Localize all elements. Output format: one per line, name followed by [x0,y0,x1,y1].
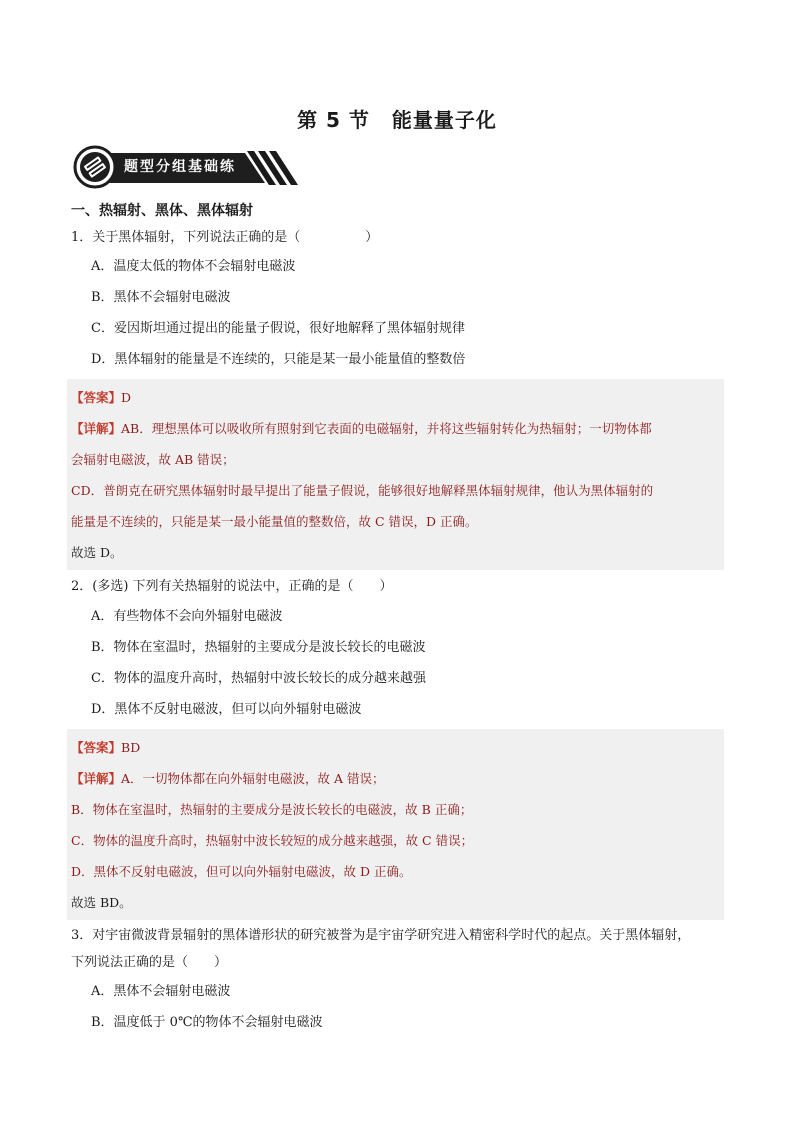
option-d: D．黑体不反射电磁波，但可以向外辐射电磁波 [91,702,362,717]
option-b: B．黑体不会辐射电磁波 [91,290,231,305]
question-2 [71,572,724,920]
page-title [0,104,794,133]
question-3 [71,922,724,1038]
detail-text: A．一切物体都在向外辐射电磁波，故 A 错误； [121,771,385,786]
detail-line: 能量是不连续的，只能是某一最小能量值的整数倍，故 C 错误，D 正确。 [71,514,478,529]
section-banner [73,145,298,189]
option-c: C．物体的温度升高时，热辐射中波长较长的成分越来越强 [91,671,426,686]
detail-line [71,413,720,444]
detail-line: D．黑体不反射电磁波，但可以向外辐射电磁波，故 D 正确。 [71,864,412,879]
detail-tag: 【详解】 [71,771,122,786]
answer-value: BD [121,740,141,755]
conclusion: 故选 D。 [71,545,123,560]
section-heading: 一、热辐射、黑体、黑体辐射 [71,203,253,219]
option-c: C．爱因斯坦通过提出的能量子假说，很好地解释了黑体辐射规律 [91,321,465,336]
answer-tag: 【答案】 [71,390,122,405]
detail-line: C．物体的温度升高时，热辐射中波长较短的成分越来越强，故 C 错误； [71,833,474,848]
detail-text: AB．理想黑体可以吸收所有照射到它表面的电磁辐射，并将这些辐射转化为热辐射；一切物体都 [121,421,652,436]
detail-line: 会辐射电磁波，故 AB 错误； [71,452,235,467]
answer-value: D [121,390,132,405]
question-stem: 1．关于黑体辐射，下列说法正确的是（ ） [71,230,379,245]
conclusion: 故选 BD。 [71,895,132,910]
question-stem-line-1: 3．对宇宙微波背景辐射的黑体谱形状的研究被誉为是宇宙学研究进入精密科学时代的起点。关于黑体辐射， [71,928,691,943]
option-a: A．温度太低的物体不会辐射电磁波 [91,259,296,274]
detail-line: B．物体在室温时，热辐射的主要成分是波长较长的电磁波，故 B 正确； [71,802,473,817]
detail-tag: 【详解】 [71,421,122,436]
answer-line [71,732,720,763]
banner-label: 题型分组基础练 [124,159,236,175]
title-topic: 能量量子化 [391,108,497,132]
question-1 [71,224,724,570]
option-d: D．黑体辐射的能量是不连续的，只能是某一最小能量值的整数倍 [91,352,466,367]
answer-block [67,379,724,570]
option-b: B．物体在室温时，热辐射的主要成分是波长较长的电磁波 [91,640,426,655]
question-stem-line-2: 下列说法正确的是（ ） [71,955,228,970]
detail-line [71,763,720,794]
option-b: B．温度低于 0℃的物体不会辐射电磁波 [91,1015,323,1030]
answer-block [67,729,724,920]
content [71,199,724,1038]
option-a: A．有些物体不会向外辐射电磁波 [91,609,283,624]
answer-line [71,382,720,413]
question-stem: 2．(多选) 下列有关热辐射的说法中，正确的是（ ） [71,579,393,594]
answer-tag: 【答案】 [71,740,122,755]
title-section-number: 第 5 节 [297,108,370,132]
detail-line: CD．普朗克在研究黑体辐射时最早提出了能量子假说，能够很好地解释黑体辐射规律，他认为黑体辐射的 [71,483,654,498]
option-a: A．黑体不会辐射电磁波 [91,984,231,999]
